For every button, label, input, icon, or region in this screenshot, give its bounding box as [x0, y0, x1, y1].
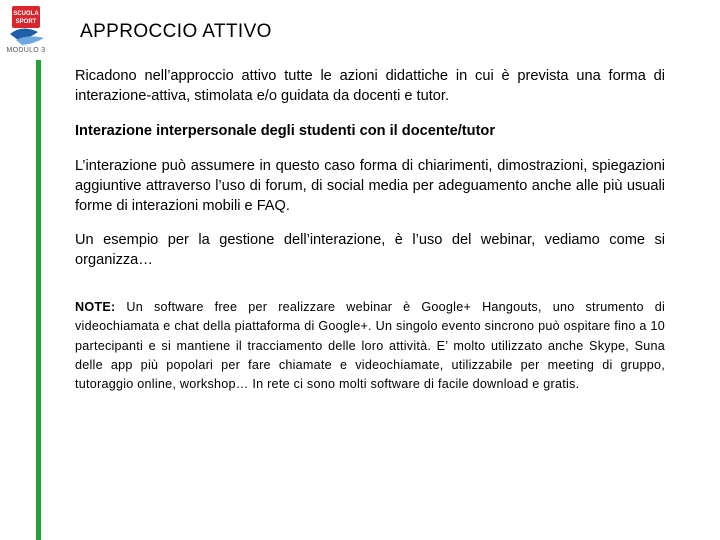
- logo-text-top: SCUOLA: [13, 11, 39, 17]
- logo-text-bottom: SPORT: [15, 19, 37, 25]
- intro-paragraph: Ricadono nell’approccio attivo tutte le azioni didattiche in cui è prevista una forma di interazione-attiva, stimolata e/o guidata da docenti e tutor.: [75, 68, 665, 104]
- module-label: MODULO 3: [6, 47, 46, 54]
- accent-sidebar-bar: [36, 60, 41, 540]
- section-heading: Interazione interpersonale degli studenti con il docente/tutor: [75, 123, 496, 139]
- main-content: [75, 66, 665, 394]
- interaction-paragraph: L’interazione può assumere in questo caso forma di chiarimenti, dimostrazioni, spiegazioni aggiuntive attraverso l’uso di forum, di social media per adeguamento anche alle più usuali forme di interazioni mobili e FAQ.: [75, 158, 665, 214]
- note-label: NOTE:: [75, 300, 116, 314]
- school-sport-logo: [8, 4, 48, 46]
- note-text: Un software free per realizzare webinar è Google+ Hangouts, uno strumento di videochiamata e chat della piattaforma di Google+. Un singolo evento sincrono può ospitare fino a 10 partecipanti e si mantiene il tracciamento delle loro attività. E’ molto utilizzato anche Skype, Suna delle app più popolari per fare chiamate e videochiamate, utilizzabile per meeting di gruppo, tutoraggio online, workshop… In rete ci sono molti software di facile download e gratis.: [75, 300, 665, 392]
- page-title: APPROCCIO ATTIVO: [80, 21, 272, 42]
- note-paragraph: [75, 298, 665, 394]
- webinar-paragraph: Un esempio per la gestione dell’interazione, è l’uso del webinar, vediamo come si organizza…: [75, 232, 665, 268]
